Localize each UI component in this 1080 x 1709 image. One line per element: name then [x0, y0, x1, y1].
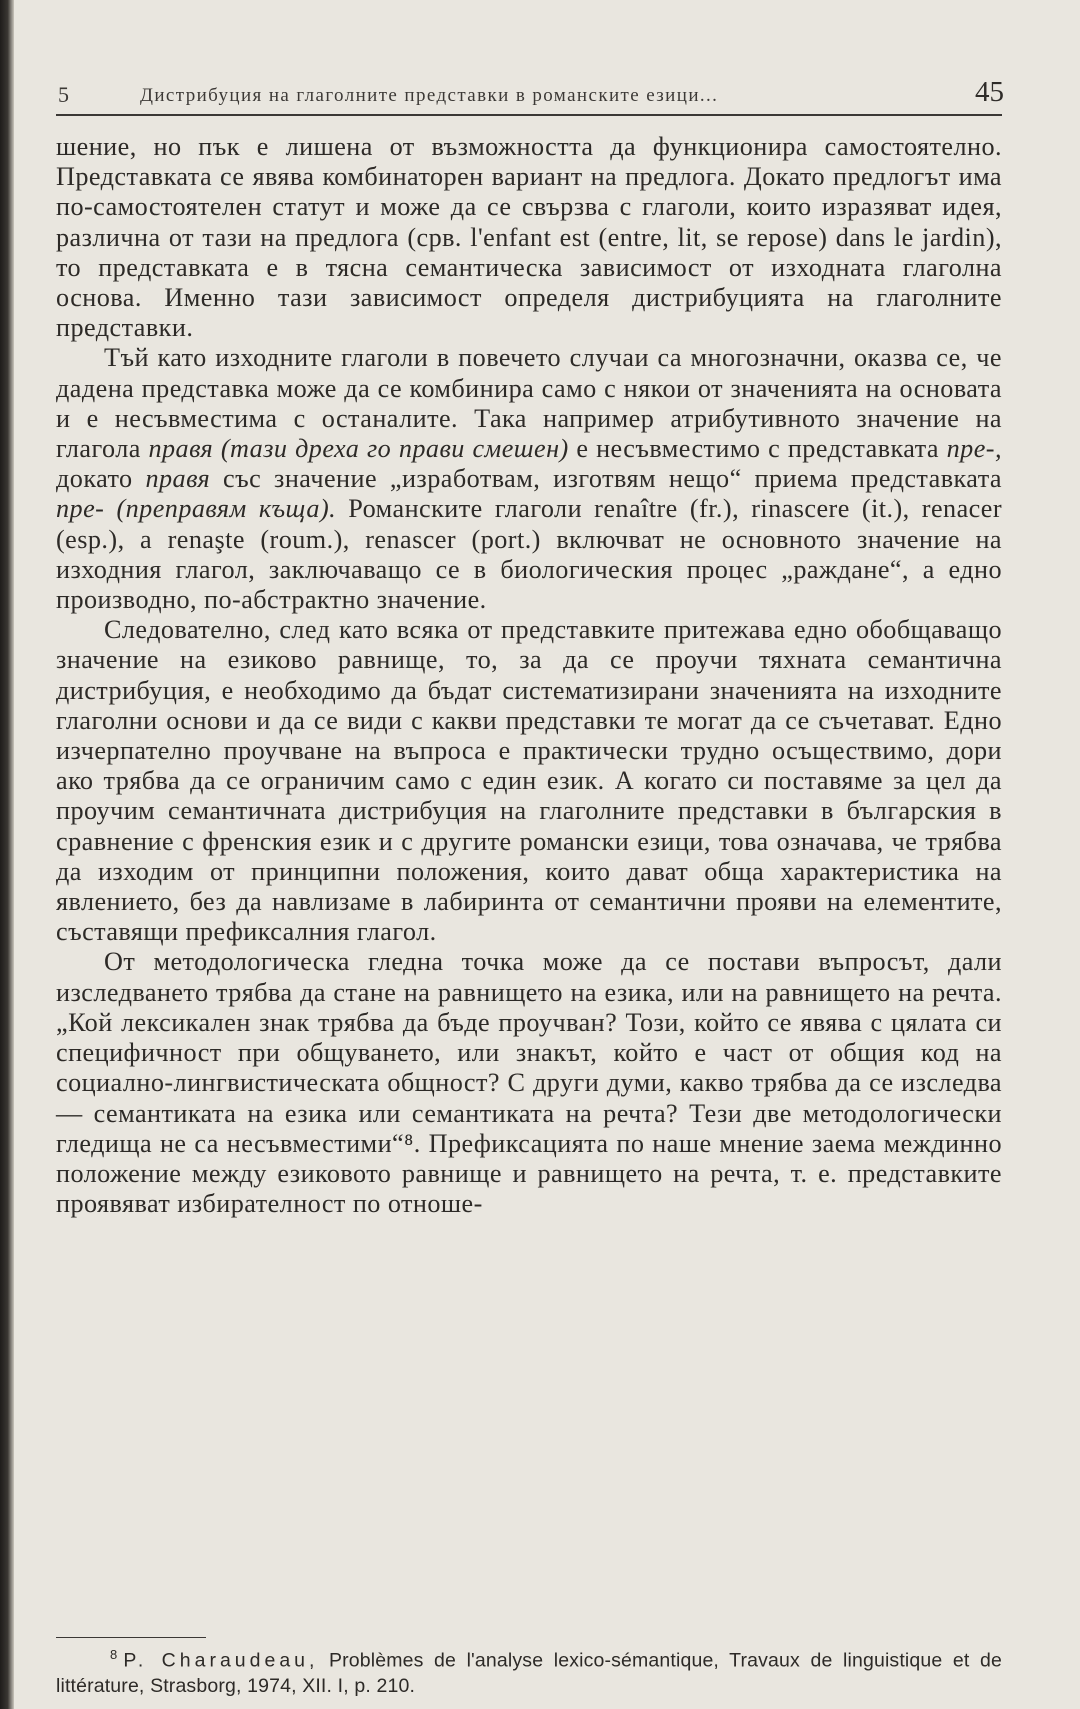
- chapter-number: 5: [58, 82, 69, 107]
- paragraph-1: [56, 132, 1002, 343]
- paragraph-text: Следователно, след като всяка от представките притежава едно обобщаващо значение на езиково равнище, то, за да се проучи тяхната семантична дистрибуция, е необходимо да бъдат систематизирани значенията на изходните глаголни основи и да се види с какви представки те могат да се съчетават. Едно изчерпателно проучване на въпроса е практически трудно осъществимо, дори ако трябва да се ограничим само с един език. А когато си поставяме за цел да проучим семантичната дистрибуция на глаголните представки в българския в сравнение с френския език и с другите романски езици, това означава, че трябва да изходим от принципни положения, които дават обща характеристика на явлението, без да навлизаме в лабиринта от семантични прояви на елементите, съставящи префиксалния глагол.: [56, 615, 1002, 947]
- footnote-rule: [56, 1637, 206, 1638]
- body-text: [56, 132, 1002, 1219]
- paragraph-text: шение, но пък е лишена от възможността да функционира самостоятелно. Представката се явява комбинаторен вариант на предлога. Докато предлогът има по-самостоятелен статут и може да се свързва с глаголи, които изразяват идея, различна от тази на предлога (срв. l'enfant est (entre, lit, se repose) dans le jardin), то представката е в тясна семантическа зависимост от изходната глаголна основа. Именно тази зависимост определя дистрибуцията на глаголните представки.: [56, 132, 1002, 343]
- footnote-marker: 8: [110, 1647, 118, 1662]
- book-spine: [0, 0, 14, 1709]
- paragraph-4: [56, 947, 1002, 1219]
- running-header: [56, 70, 1002, 116]
- footnote-text: Problèmes de l'analyse lexico-sémantique, Travaux de linguistique et de littérature, Strasborg, 1974, XII. I, p. 210.: [56, 1649, 1002, 1697]
- paragraph-text: Тъй като изходните глаголи в повечето случаи са многозначни, оказва се, че дадена представка може да се комбинира само с някои от значенията на основата и е несъвместима с останалите. Така например атрибутивното значение на глагола: [56, 343, 1002, 464]
- italic-example: правя (тази дреха го прави смешен): [148, 434, 569, 464]
- italic-word: правя: [145, 464, 211, 494]
- paragraph-2: [56, 343, 1002, 615]
- footnote-author: P. Charaudeau,: [123, 1649, 319, 1672]
- footnote: [56, 1642, 1002, 1699]
- paragraph-text: със значение „изработвам, изготвям нещо“ приема представката: [210, 464, 1002, 494]
- page: [56, 70, 1002, 1219]
- page-number: 45: [975, 76, 1004, 108]
- paragraph-text: Романските глаголи renaître (fr.), rinascere (it.), renacer (esp.), a renaşte (roum.), renascer (port.) включват не основното значение на изходния глагол, заключаващо се в биологическия процес „раждане“, а едно производно, по-абстрактно значение.: [56, 494, 1002, 615]
- paragraph-text: е несъвместимо с представката: [568, 434, 947, 464]
- italic-example: пре- (преправям къща).: [56, 494, 337, 524]
- paragraph-3: [56, 615, 1002, 947]
- paragraph-text: докато: [56, 464, 146, 494]
- paragraph-text: От методологическа гледна точка може да се постави въпросът, дали изследването трябва да стане на равнището на езика, или на равнището на речта. „Кой лексикален знак трябва да бъде проучван? Този, който се явява с цялата си специфичност при общуването, или знакът, който е част от общия код на социално-лингвистическата общност? С други думи, какво трябва да се изследва — семантиката на езика или семантиката на речта? Тези две методологически гледища не са несъвместими“⁸. Префиксацията по наше мнение заема междинно положение между езиковото равнище и равнището на речта, т. е. представките проявяват избирателност по отноше-: [56, 947, 1002, 1219]
- italic-prefix: пре-,: [946, 434, 1002, 464]
- running-title: Дистрибуция на глаголните представки в романските езици...: [140, 85, 719, 106]
